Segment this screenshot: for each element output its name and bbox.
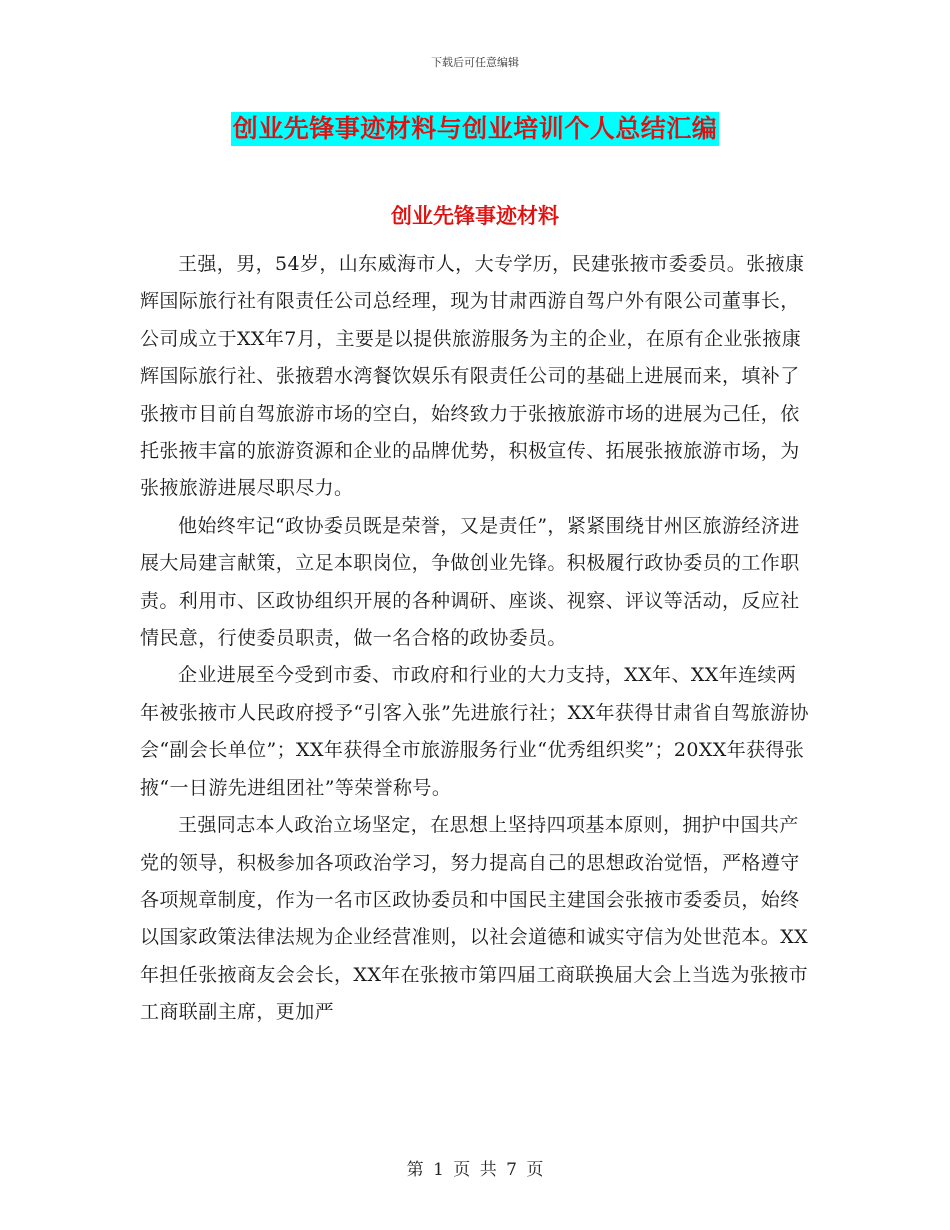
page-footer: 第 1 页 共 7 页 xyxy=(406,1160,544,1180)
paragraph: 王强，男，54岁，山东威海市人，大专学历，民建张掖市委委员。张掖康辉国际旅行社有限责任公司总经理，现为甘肃西游自驾户外有限公司董事长，公司成立于XX年7月，主要是以提供旅游服务为主的企业，在原有企业张掖康辉国际旅行社、张掖碧水湾餐饮娱乐有限责任公司的基础上进展而来，填补了张掖市目前自驾旅游市场的空白，始终致力于张掖旅游市场的进展为己任，依托张掖丰富的旅游资源和企业的品牌优势，积极宣传、拓展张掖旅游市场，为张掖旅游进展尽职尽力。 xyxy=(140,253,805,500)
main-title-container xyxy=(0,112,950,146)
paragraph: 企业进展至今受到市委、市政府和行业的大力支持，XX年、XX年连续两年被张掖市人民政府授予“引客入张”先进旅行社；XX年获得甘肃省自驾旅游协会“副会长单位”；XX年获得全市旅游服务行业“优秀组织奖”；20XX年获得张掖“一日游先进组团社”等荣誉称号。 xyxy=(140,664,809,799)
paragraph: 他始终牢记“政协委员既是荣誉，又是责任”，紧紧围绕甘州区旅游经济进展大局建言献策，立足本职岗位，争做创业先锋。积极履行政协委员的工作职责。利用市、区政协组织开展的各种调研、座谈、视察、评议等活动，反应社情民意，行使委员职责，做一名合格的政协委员。 xyxy=(140,514,800,650)
section-title: 创业先锋事迹材料 xyxy=(391,203,559,228)
main-title: 创业先锋事迹材料与创业培训个人总结汇编 xyxy=(231,112,720,146)
body-text xyxy=(140,246,812,1032)
paragraph: 王强同志本人政治立场坚定，在思想上坚持四项基本原则，拥护中国共产党的领导，积极参加各项政治学习，努力提高自己的思想政治觉悟，严格遵守各项规章制度，作为一名市区政协委员和中国民主建国会张掖市委委员，始终以国家政策法律法规为企业经营准则，以社会道德和诚实守信为处世范本。XX年担任张掖商友会会长，XX年在张掖市第四届工商联换届大会上当选为张掖市工商联副主席，更加严 xyxy=(140,814,809,1024)
header-note: 下载后可任意编辑 xyxy=(431,56,519,69)
